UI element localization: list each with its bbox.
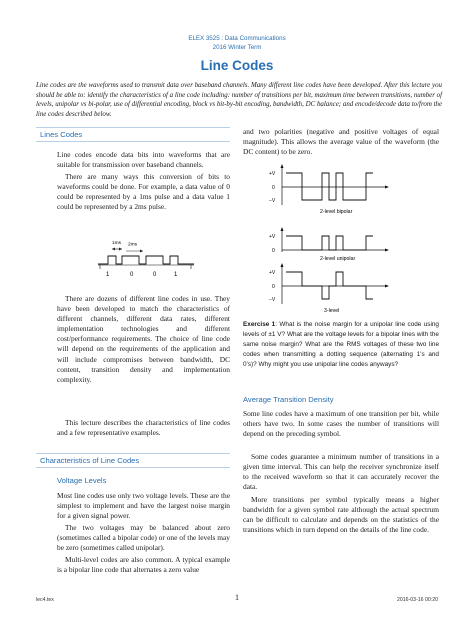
- exercise-1: [243, 320, 439, 370]
- term-header: 2016 Winter Term: [212, 44, 262, 51]
- paragraph-bipolar-unipolar: The two voltages may be balanced about zero (sometimes called a bipolar code) or one of the levels may be zero (sometimes called unipolar).: [57, 523, 230, 553]
- axis-label: −V: [269, 297, 276, 303]
- label-1ms: 1ms: [112, 241, 122, 246]
- arrow-head-1ms-right: [119, 248, 122, 251]
- paragraph-multilevel: Multi-level codes are also common. A typical example is a bipolar line code that alternates a zero value: [57, 555, 230, 575]
- course-header: ELEX 3525 : Data Communications: [188, 35, 286, 42]
- y-axis-arrow: [281, 227, 284, 231]
- subsection-transition-density: Average Transition Density: [243, 395, 334, 404]
- three-level-waveform-figure: [268, 262, 398, 318]
- three-level-caption: 3-level: [324, 308, 340, 314]
- section-heading-line-codes: Lines Codes: [36, 127, 230, 142]
- footer-filename: lec4.tex: [36, 597, 54, 603]
- arrow-head-2ms: [140, 250, 143, 253]
- paragraph-transitions-per-bit: Some line codes have a maximum of one transition per bit, while others have two. In some cases the number of transitions will depend on the preceding symbol.: [243, 409, 439, 439]
- bipolar-waveform-figure: [268, 163, 398, 219]
- abstract: Line codes are the waveforms used to transmit data over baseband channels. Many different line codes have been developed. After this lecture you should be able to: identify the characteristics of a line code including: number of transitions per bit, maximum time between transitions, number of levels, unipolar vs bi-polar, use of differential encoding, block vs bit-by-bit encoding, bandwidth, DC balance; and encode/decode data to/from the line codes described below.: [36, 82, 442, 118]
- axis-label: 0: [272, 284, 275, 290]
- x-axis-arrow: [385, 285, 389, 288]
- section-heading-characteristics: Characteristics of Line Codes: [36, 453, 230, 468]
- exercise-label: Exercise 1: [243, 321, 276, 328]
- exercise-text: : What is the noise margin for a unipolar line code using levels of ±1 V? What are the voltage levels for a bipolar lines with the same noise margin? What are the RMS voltages of these two line codes when transmitting a dotting sequence (alternating 1’s and 0’s)? Why might you use unipolar line codes anyways?: [243, 321, 439, 369]
- y-axis-arrow: [281, 164, 284, 168]
- paragraph-conversion: There are many ways this conversion of bits to waveforms could be done. For example, a data value of 0 could be represented by a 1ms pulse and a data value 1 could be represented by a 2ms pulse.: [57, 172, 230, 212]
- bit-label: 0: [153, 272, 157, 278]
- page-number: 1: [235, 593, 239, 602]
- axis-label: +V: [269, 270, 276, 276]
- paragraph-polarities: and two polarities (negative and positive voltages of equal magnitude). This allows the average value of the waveform (the DC content) to be zero.: [243, 127, 439, 157]
- bit-label: 0: [130, 272, 134, 278]
- paragraph-min-transitions: Some codes guarantee a minimum number of transitions in a given time interval. This can help the receiver synchronize itself to the received waveform so that it can accurately recover the data.: [243, 452, 439, 492]
- unipolar-caption: 2-level unipolar: [320, 256, 356, 262]
- paragraph-many-codes: There are dozens of different line codes in use. They have been developed to match the characteristics of different channels, different data rates, different implementation technologies and different cost/performance requirements. The choice of line code will depend on the requirements of the application and will include compromises between bandwidth, DC content, transition density and implementation complexity.: [57, 294, 230, 384]
- arrow-head-1ms-left: [112, 248, 115, 251]
- bit-label: 1: [106, 272, 110, 278]
- pulse-waveform: [98, 256, 194, 264]
- axis-label: 0: [272, 248, 275, 254]
- three-level-waveform: [286, 272, 373, 299]
- x-axis-arrow: [385, 249, 389, 252]
- paragraph-intro: Line codes encode data bits into waveforms that are suitable for transmission over baseband channels.: [57, 150, 230, 170]
- axis-label: −V: [269, 198, 276, 204]
- pulse-width-figure: [90, 236, 200, 278]
- axis-label: +V: [269, 234, 276, 240]
- unipolar-waveform-figure: [268, 226, 398, 266]
- paragraph-voltage-two-levels: Most line codes use only two voltage levels. These are the simplest to implement and have the largest noise margin for a given signal power.: [57, 491, 230, 521]
- unipolar-waveform: [286, 236, 373, 250]
- paragraph-bandwidth: More transitions per symbol typically means a higher bandwidth for a given symbol rate although the actual spectrum can be difficult to calculate and depends on the statistics of the transitions which in turn depend on the details of the line code.: [243, 495, 439, 535]
- subsection-voltage-levels: Voltage Levels: [57, 476, 107, 485]
- bit-label: 1: [174, 272, 178, 278]
- x-axis-arrow: [385, 186, 389, 189]
- bipolar-caption: 2-level bipolar: [320, 209, 353, 215]
- y-axis-arrow: [281, 263, 284, 267]
- label-2ms: 2ms: [128, 242, 138, 248]
- page-title: Line Codes: [200, 58, 274, 73]
- footer-timestamp: 2016-03-16 00:20: [397, 597, 438, 603]
- axis-label: +V: [269, 171, 276, 177]
- axis-label: 0: [272, 185, 275, 191]
- paragraph-lecture-scope: This lecture describes the characteristics of line codes and a few representative examples.: [57, 418, 230, 438]
- bipolar-waveform: [286, 173, 373, 200]
